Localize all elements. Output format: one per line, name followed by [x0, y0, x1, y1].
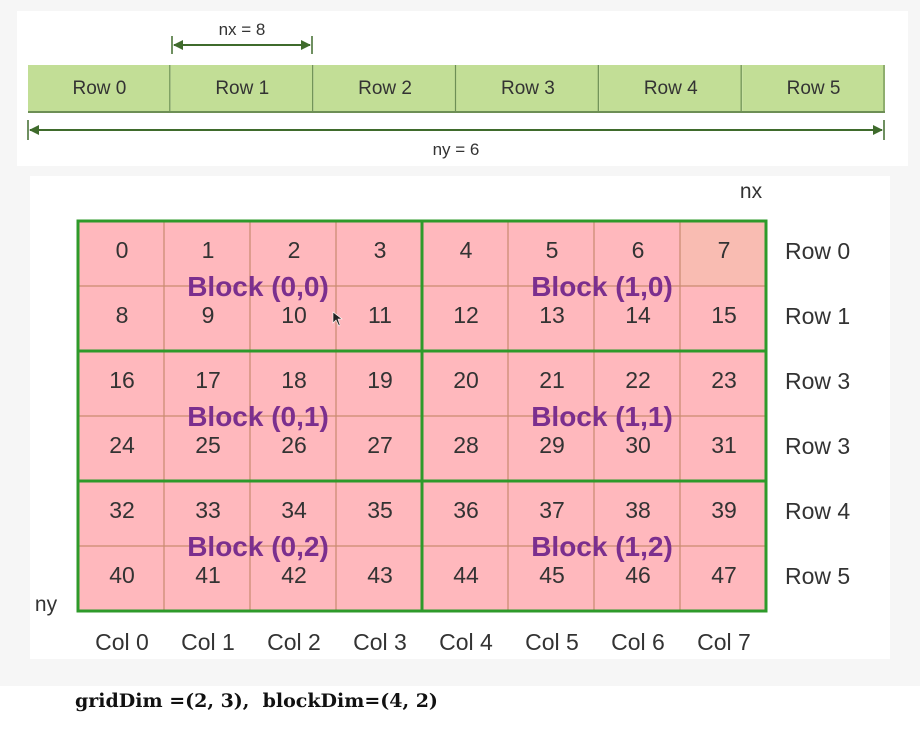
- ny-dimension-label: ny = 6: [432, 140, 480, 159]
- thread-index: 2: [287, 237, 301, 263]
- thread-index: 4: [459, 237, 473, 263]
- thread-index: 27: [367, 432, 393, 458]
- thread-index: 14: [625, 302, 651, 328]
- nx-dimension-label: nx = 8: [218, 20, 266, 39]
- thread-index: 31: [711, 432, 737, 458]
- grid-row-label: Row 0: [785, 238, 851, 264]
- grid-row-label: Row 3: [785, 368, 851, 394]
- thread-index: 26: [281, 432, 307, 458]
- linear-row-label: Row 0: [72, 78, 127, 99]
- thread-index: 33: [195, 497, 221, 523]
- grid-col-label: Col 3: [353, 629, 407, 655]
- thread-index: 6: [631, 237, 645, 263]
- thread-index: 1: [201, 237, 215, 263]
- ny-dimension-arrow: [28, 120, 884, 140]
- thread-index: 15: [711, 302, 737, 328]
- thread-index: 18: [281, 367, 307, 393]
- thread-index: 23: [711, 367, 737, 393]
- thread-index: 36: [453, 497, 479, 523]
- linear-row-label: Row 1: [215, 78, 270, 99]
- thread-index: 20: [453, 367, 479, 393]
- thread-index: 28: [453, 432, 479, 458]
- thread-index: 35: [367, 497, 393, 523]
- grid-row-label: Row 5: [785, 563, 851, 589]
- block-label: Block (1,0): [531, 271, 673, 302]
- thread-index: 45: [539, 562, 565, 588]
- thread-index: 10: [281, 302, 307, 328]
- thread-index: 17: [195, 367, 221, 393]
- thread-index: 30: [625, 432, 651, 458]
- thread-index: 32: [109, 497, 135, 523]
- thread-index: 40: [109, 562, 135, 588]
- block-label: Block (1,1): [531, 401, 673, 432]
- linear-row-label: Row 3: [500, 78, 555, 99]
- thread-index: 7: [717, 237, 731, 263]
- thread-index: 38: [625, 497, 651, 523]
- thread-index: 16: [109, 367, 135, 393]
- grid-col-label: Col 0: [95, 629, 149, 655]
- linear-row-strip: [28, 65, 885, 112]
- grid-col-label: Col 7: [697, 629, 751, 655]
- grid-dimension-caption: gridDim =(2, 3), blockDim=(4, 2): [75, 690, 438, 712]
- grid-row-label: Row 1: [785, 303, 851, 329]
- thread-index: 3: [373, 237, 387, 263]
- thread-index: 19: [367, 367, 393, 393]
- block-label: Block (0,1): [187, 401, 329, 432]
- thread-index: 0: [115, 237, 129, 263]
- linear-row-label: Row 2: [358, 78, 413, 99]
- thread-index: 41: [195, 562, 221, 588]
- thread-index: 46: [625, 562, 651, 588]
- grid-col-label: Col 1: [181, 629, 235, 655]
- thread-index: 8: [115, 302, 129, 328]
- thread-index: 39: [711, 497, 737, 523]
- grid-row-label: Row 3: [785, 433, 851, 459]
- grid-row-label: Row 4: [785, 498, 851, 524]
- thread-index: 37: [539, 497, 565, 523]
- grid-col-labels: [95, 629, 751, 655]
- thread-index: 5: [545, 237, 559, 263]
- thread-index: 9: [201, 302, 215, 328]
- thread-index: 25: [195, 432, 221, 458]
- thread-index: 29: [539, 432, 565, 458]
- linear-row-label: Row 4: [643, 78, 698, 99]
- thread-index: 11: [368, 302, 392, 328]
- grid-col-label: Col 4: [439, 629, 493, 655]
- thread-index: 43: [367, 562, 393, 588]
- block-label: Block (1,2): [531, 531, 673, 562]
- thread-index: 42: [281, 562, 307, 588]
- block-label: Block (0,0): [187, 271, 329, 302]
- grid-col-label: Col 5: [525, 629, 579, 655]
- thread-index: 13: [539, 302, 565, 328]
- thread-index: 34: [281, 497, 307, 523]
- grid-ny-label: ny: [34, 593, 58, 616]
- grid-nx-label: nx: [739, 180, 763, 203]
- thread-index: 44: [453, 562, 479, 588]
- linear-row-label: Row 5: [786, 78, 841, 99]
- block-label: Block (0,2): [187, 531, 329, 562]
- grid-col-label: Col 6: [611, 629, 665, 655]
- thread-index: 22: [625, 367, 651, 393]
- thread-index: 47: [711, 562, 737, 588]
- thread-index: 12: [453, 302, 479, 328]
- grid-row-labels: [785, 238, 850, 589]
- grid-col-label: Col 2: [267, 629, 321, 655]
- thread-index: 21: [539, 367, 565, 393]
- thread-index: 24: [109, 432, 135, 458]
